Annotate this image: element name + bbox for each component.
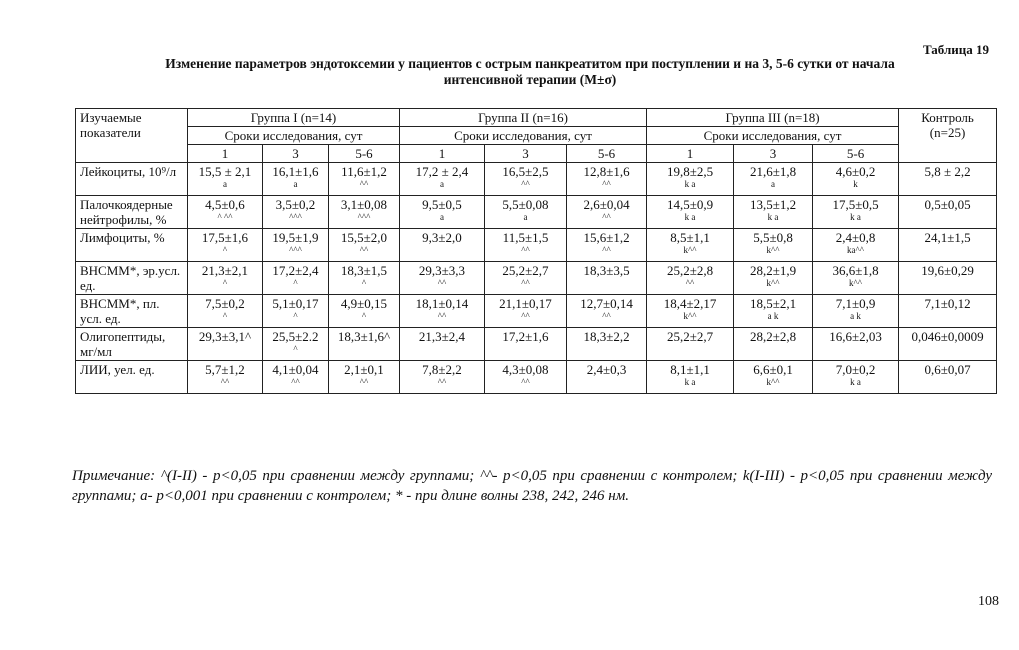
cell-value: 25,2±2,7 xyxy=(502,263,549,278)
cell-mark: ^^ xyxy=(602,311,611,321)
cell-value: 29,3±3,3 xyxy=(418,263,466,278)
cell-value: 12,7±0,14 xyxy=(580,296,633,311)
value-cell xyxy=(734,196,813,229)
cell-mark: ^^ xyxy=(437,377,447,387)
row-label: ЛИИ, уел. ед. xyxy=(76,361,188,394)
table-row xyxy=(76,295,997,328)
cell-mark: ^^^ xyxy=(357,212,371,222)
row-label: ВНСММ*, пл. усл. ед. xyxy=(76,295,188,328)
day-header: 1 xyxy=(647,145,734,163)
cell-value: 2,6±0,04 xyxy=(583,197,630,212)
value-cell xyxy=(485,163,567,196)
data-table xyxy=(75,108,997,394)
value-cell xyxy=(188,361,263,394)
cell-value: 25,2±2,7 xyxy=(666,329,714,344)
cell-value: 15,5 ± 2,1 xyxy=(198,164,252,179)
cell-mark: k^^ xyxy=(683,311,697,321)
cell-value: 7,0±0,2 xyxy=(835,362,876,377)
cell-value: 2,1±0,1 xyxy=(344,362,384,377)
cell-value: 7,1±0,9 xyxy=(835,296,876,311)
day-header: 5-6 xyxy=(813,145,899,163)
cell-mark: ^^^ xyxy=(289,212,302,222)
cell-mark: k^^ xyxy=(683,245,697,255)
cell-value: 16,6±2,03 xyxy=(829,329,882,344)
value-cell xyxy=(647,163,734,196)
cell-mark: ^^ xyxy=(685,278,695,288)
value-cell xyxy=(813,262,899,295)
day-header: 5-6 xyxy=(567,145,647,163)
control-cell: 0,046±0,0009 xyxy=(899,328,997,361)
cell-value: 2,4±0,3 xyxy=(586,362,627,377)
cell-value: 19,5±1,9 xyxy=(272,230,319,245)
cell-value: 4,5±0,6 xyxy=(205,197,245,212)
value-cell xyxy=(647,262,734,295)
cell-value: 17,2±1,6 xyxy=(502,329,549,344)
cell-mark: k^^ xyxy=(766,245,780,255)
cell-mark: a k xyxy=(767,311,779,321)
footnote: Примечание: ^(I-II) - p<0,05 при сравнении между группами; ^^- p<0,05 при сравнении с контролем; k(I-III) - p<0,05 при сравнении между группами; a- p<0,001 при сравнении с контролем; * - при длине волны 238, 242, 246 нм. xyxy=(72,468,992,504)
cell-value: 5,7±1,2 xyxy=(205,362,245,377)
title-line-1: Изменение параметров эндотоксемии у пациентов с острым панкреатитом при поступлении и на 3, 5-6 сутки от начала xyxy=(165,56,895,71)
cell-mark: ^^ xyxy=(359,245,369,255)
cell-value: 15,6±1,2 xyxy=(583,230,630,245)
table-label: Таблица 19 xyxy=(922,42,989,57)
value-cell xyxy=(329,196,400,229)
cell-value: 4,9±0,15 xyxy=(340,296,388,311)
value-cell xyxy=(329,262,400,295)
cell-mark: ^^ xyxy=(359,377,369,387)
value-cell xyxy=(813,361,899,394)
value-cell xyxy=(263,229,329,262)
day-header: 1 xyxy=(400,145,485,163)
cell-mark: ^^ xyxy=(291,377,300,387)
cell-value: 13,5±1,2 xyxy=(749,197,797,212)
value-cell xyxy=(647,328,734,361)
cell-value: 18,4±2,17 xyxy=(663,296,717,311)
day-header: 1 xyxy=(188,145,263,163)
header-group-3: Группа III (n=18) xyxy=(647,109,899,127)
cell-mark: k a xyxy=(684,377,696,387)
header-terms-1: Сроки исследования, сут xyxy=(188,127,400,145)
cell-value: 29,3±3,1^ xyxy=(198,329,252,344)
cell-mark: ^^ xyxy=(437,311,447,321)
cell-value: 5,5±0,08 xyxy=(502,197,549,212)
table-row xyxy=(76,163,997,196)
value-cell xyxy=(400,196,485,229)
header-indicator: Изучаемые показатели xyxy=(76,109,188,163)
value-cell xyxy=(647,361,734,394)
cell-value: 16,5±2,5 xyxy=(502,164,549,179)
value-cell xyxy=(188,262,263,295)
value-cell xyxy=(400,361,485,394)
value-cell xyxy=(567,196,647,229)
table-row xyxy=(76,229,997,262)
cell-mark: ^^ xyxy=(602,245,611,255)
cell-value: 17,5±0,5 xyxy=(832,197,879,212)
cell-value: 2,4±0,8 xyxy=(835,230,876,245)
cell-value: 4,6±0,2 xyxy=(835,164,876,179)
cell-value: 11,6±1,2 xyxy=(341,164,387,179)
cell-value: 18,3±1,5 xyxy=(340,263,388,278)
day-header: 3 xyxy=(734,145,813,163)
cell-mark: ^^ xyxy=(521,179,530,189)
value-cell xyxy=(329,295,400,328)
cell-value: 5,1±0,17 xyxy=(272,296,319,311)
value-cell xyxy=(567,163,647,196)
cell-mark: ^ xyxy=(293,278,298,288)
value-cell xyxy=(567,295,647,328)
value-cell xyxy=(329,328,400,361)
value-cell xyxy=(263,328,329,361)
cell-value: 18,3±3,5 xyxy=(583,263,630,278)
cell-mark: ^^ xyxy=(521,311,530,321)
value-cell xyxy=(813,295,899,328)
cell-value: 16,1±1,6 xyxy=(272,164,319,179)
cell-value: 21,6±1,8 xyxy=(749,164,797,179)
value-cell xyxy=(734,295,813,328)
table-row xyxy=(76,262,997,295)
control-cell: 0,5±0,05 xyxy=(899,196,997,229)
cell-value: 5,5±0,8 xyxy=(753,230,793,245)
value-cell xyxy=(647,295,734,328)
value-cell xyxy=(263,163,329,196)
control-cell: 24,1±1,5 xyxy=(899,229,997,262)
cell-mark: k a xyxy=(684,212,696,222)
cell-value: 11,5±1,5 xyxy=(502,230,549,245)
cell-mark: ka^^ xyxy=(847,245,864,255)
row-label: Лимфоциты, % xyxy=(76,229,188,262)
cell-value: 18,5±2,1 xyxy=(749,296,797,311)
cell-mark: ^^ xyxy=(521,377,530,387)
page-number: 108 xyxy=(978,594,999,609)
value-cell xyxy=(400,163,485,196)
header-group-2: Группа II (n=16) xyxy=(400,109,647,127)
value-cell xyxy=(734,361,813,394)
value-cell xyxy=(188,295,263,328)
title-line-2: интенсивной терапии (M±σ) xyxy=(443,72,617,87)
value-cell xyxy=(734,262,813,295)
cell-mark: k a xyxy=(684,179,696,189)
cell-value: 9,3±2,0 xyxy=(422,230,462,245)
value-cell xyxy=(263,196,329,229)
control-cell: 19,6±0,29 xyxy=(899,262,997,295)
day-header: 5-6 xyxy=(329,145,400,163)
value-cell xyxy=(734,229,813,262)
cell-mark: k a xyxy=(767,212,779,222)
cell-mark: ^^ xyxy=(602,212,611,222)
value-cell xyxy=(485,229,567,262)
cell-mark: a xyxy=(293,179,298,189)
cell-value: 25,5±2.2 xyxy=(272,329,319,344)
cell-value: 21,1±0,17 xyxy=(499,296,552,311)
cell-value: 6,6±0,1 xyxy=(753,362,793,377)
value-cell xyxy=(647,229,734,262)
control-cell: 7,1±0,12 xyxy=(899,295,997,328)
cell-mark: k^^ xyxy=(766,377,780,387)
table-row xyxy=(76,196,997,229)
value-cell xyxy=(813,229,899,262)
value-cell xyxy=(400,328,485,361)
cell-mark: a k xyxy=(850,311,861,321)
value-cell xyxy=(400,295,485,328)
cell-mark: k xyxy=(853,179,858,189)
cell-value: 36,6±1,8 xyxy=(832,263,879,278)
cell-mark: k a xyxy=(850,212,861,222)
value-cell xyxy=(647,196,734,229)
cell-mark: ^ xyxy=(293,311,298,321)
row-label: Лейкоциты, 10⁹/л xyxy=(76,163,188,196)
cell-mark: ^^ xyxy=(521,278,530,288)
value-cell xyxy=(329,361,400,394)
cell-value: 18,3±1,6^ xyxy=(337,329,391,344)
cell-value: 3,1±0,08 xyxy=(340,197,388,212)
cell-mark: k a xyxy=(850,377,861,387)
cell-mark: a xyxy=(440,212,444,222)
control-cell: 0,6±0,07 xyxy=(899,361,997,394)
value-cell xyxy=(263,262,329,295)
value-cell xyxy=(567,229,647,262)
value-cell xyxy=(188,328,263,361)
row-label: Палочкоядерные нейтрофилы, % xyxy=(76,196,188,229)
value-cell xyxy=(329,229,400,262)
cell-value: 4,3±0,08 xyxy=(502,362,549,377)
cell-mark: ^^ xyxy=(521,245,530,255)
cell-mark: ^ xyxy=(222,278,228,288)
table-row xyxy=(76,328,997,361)
value-cell xyxy=(188,196,263,229)
value-cell xyxy=(400,262,485,295)
table-title xyxy=(60,56,1000,88)
value-cell xyxy=(400,229,485,262)
value-cell xyxy=(567,361,647,394)
row-label: ВНСММ*, эр.усл. ед. xyxy=(76,262,188,295)
cell-value: 15,5±2,0 xyxy=(340,230,388,245)
cell-value: 17,2 ± 2,4 xyxy=(415,164,469,179)
cell-mark: k^^ xyxy=(849,278,862,288)
value-cell xyxy=(734,163,813,196)
cell-mark: a xyxy=(440,179,444,189)
value-cell xyxy=(813,163,899,196)
value-cell xyxy=(485,295,567,328)
cell-mark: ^ xyxy=(361,311,367,321)
cell-value: 21,3±2,4 xyxy=(418,329,466,344)
value-cell xyxy=(485,196,567,229)
cell-mark: a xyxy=(523,212,528,222)
value-cell xyxy=(813,196,899,229)
cell-mark: ^^ xyxy=(220,377,230,387)
cell-value: 7,5±0,2 xyxy=(205,296,245,311)
cell-mark: ^^ xyxy=(602,179,611,189)
cell-value: 4,1±0,04 xyxy=(272,362,319,377)
value-cell xyxy=(485,262,567,295)
value-cell xyxy=(329,163,400,196)
row-label: Олигопептиды, мг/мл xyxy=(76,328,188,361)
header-group-1: Группа I (n=14) xyxy=(188,109,400,127)
table-row xyxy=(76,361,997,394)
cell-value: 17,5±1,6 xyxy=(201,230,249,245)
cell-value: 28,2±1,9 xyxy=(749,263,797,278)
cell-value: 28,2±2,8 xyxy=(749,329,797,344)
cell-value: 7,8±2,2 xyxy=(422,362,462,377)
cell-value: 25,2±2,8 xyxy=(666,263,714,278)
header-terms-2: Сроки исследования, сут xyxy=(400,127,647,145)
day-header: 3 xyxy=(263,145,329,163)
header-control: Контроль (n=25) xyxy=(899,109,997,163)
control-cell: 5,8 ± 2,2 xyxy=(899,163,997,196)
value-cell xyxy=(188,229,263,262)
cell-mark: ^ xyxy=(222,245,228,255)
cell-mark: a xyxy=(771,179,776,189)
header-terms-3: Сроки исследования, сут xyxy=(647,127,899,145)
cell-value: 14,5±0,9 xyxy=(666,197,714,212)
value-cell xyxy=(567,328,647,361)
cell-mark: ^^ xyxy=(359,179,369,189)
cell-mark: k^^ xyxy=(766,278,780,288)
value-cell xyxy=(813,328,899,361)
value-cell xyxy=(734,328,813,361)
value-cell xyxy=(567,262,647,295)
day-header: 3 xyxy=(485,145,567,163)
value-cell xyxy=(263,361,329,394)
cell-mark: ^ xyxy=(361,278,367,288)
cell-value: 17,2±2,4 xyxy=(272,263,319,278)
cell-value: 21,3±2,1 xyxy=(201,263,249,278)
value-cell xyxy=(188,163,263,196)
value-cell xyxy=(485,361,567,394)
cell-mark: ^ xyxy=(293,344,298,354)
value-cell xyxy=(263,295,329,328)
cell-mark: a xyxy=(223,179,227,189)
cell-value: 9,5±0,5 xyxy=(422,197,462,212)
cell-value: 3,5±0,2 xyxy=(275,197,316,212)
cell-value: 19,8±2,5 xyxy=(666,164,714,179)
cell-value: 18,1±0,14 xyxy=(415,296,469,311)
cell-mark: ^^^ xyxy=(289,245,302,255)
cell-value: 8,1±1,1 xyxy=(670,362,710,377)
value-cell xyxy=(485,328,567,361)
cell-mark: ^ xyxy=(222,311,228,321)
cell-value: 18,3±2,2 xyxy=(583,329,630,344)
cell-value: 12,8±1,6 xyxy=(583,164,630,179)
cell-mark: ^^ xyxy=(437,278,447,288)
cell-mark: ^ ^^ xyxy=(217,212,233,222)
cell-value: 8,5±1,1 xyxy=(670,230,710,245)
